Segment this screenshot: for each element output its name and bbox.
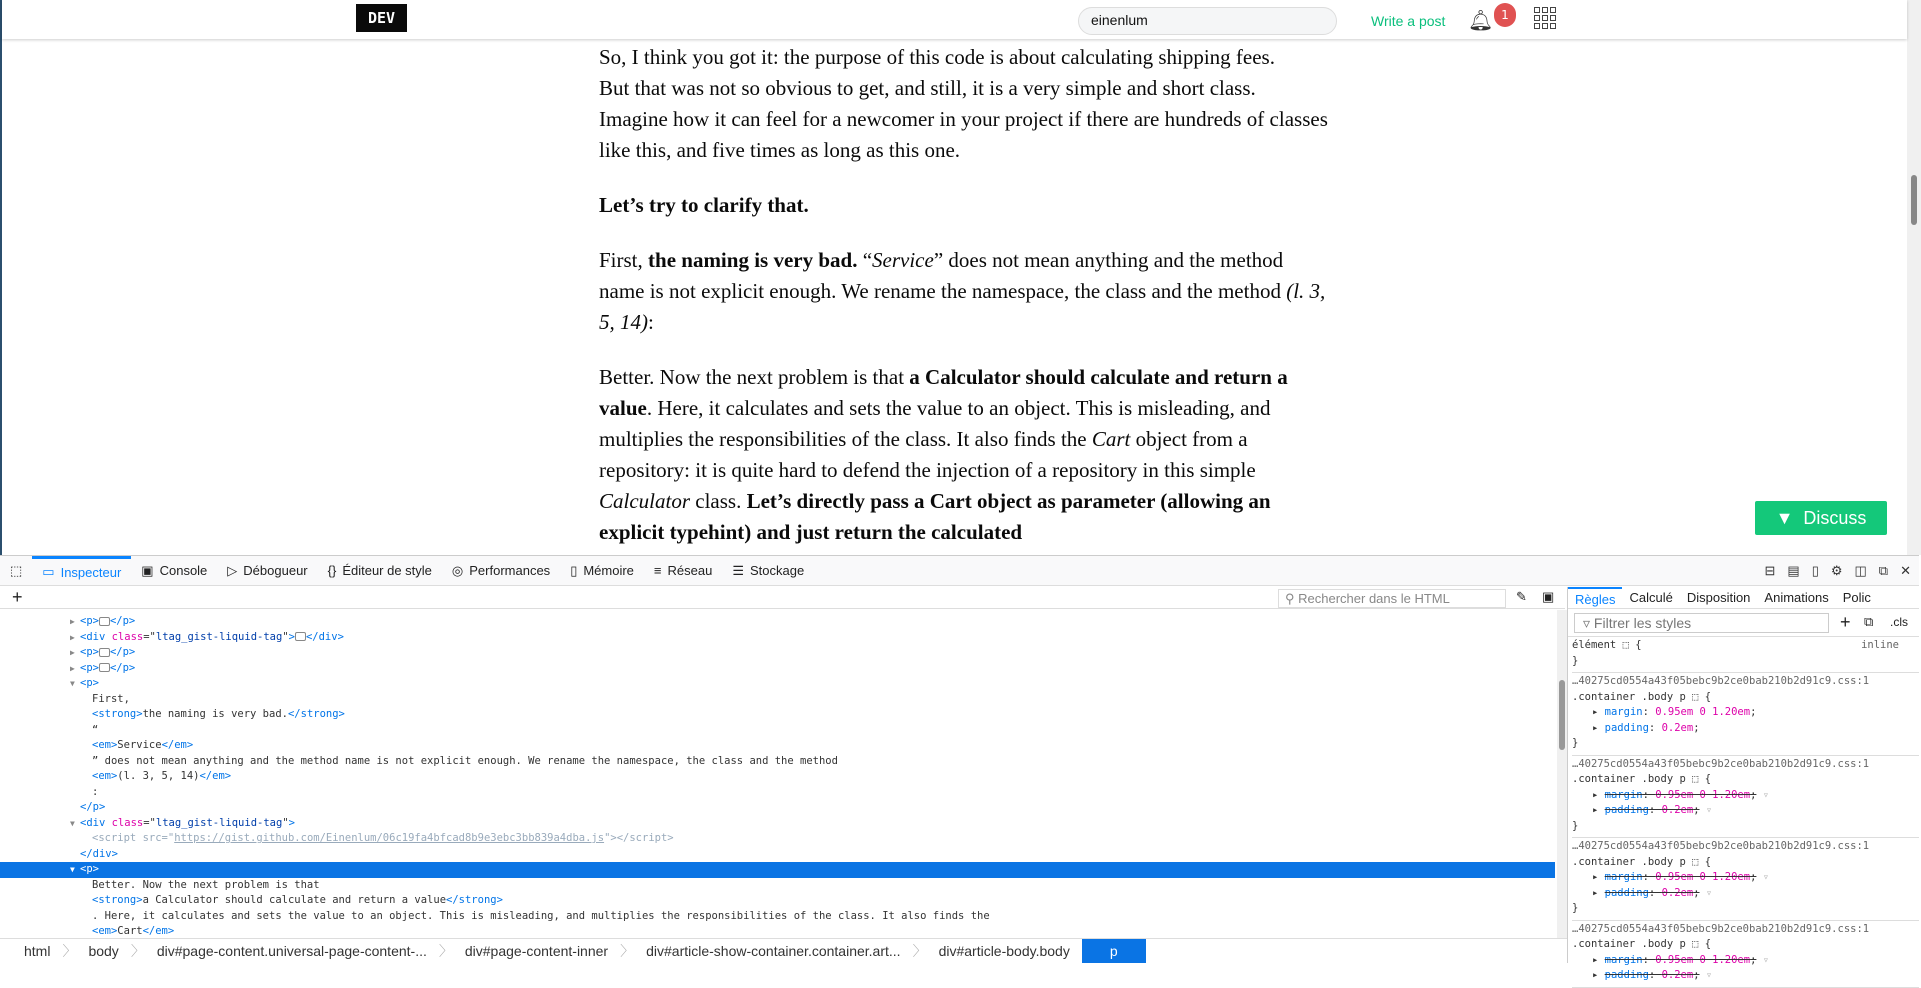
breadcrumb-item[interactable]: div#page-content.universal-page-content-... xyxy=(156,942,427,959)
css-rule-overridden: …40275cd0554a43f05bebc9b2ce0bab210b2d91c9.css:1 .container .body p ⬚ { ▸ margin: 0.95em 0 1.20em; ▿ ▸ padding: 0.2em; ▿ } xyxy=(1572,756,1919,839)
rules-list xyxy=(1568,637,1919,981)
text: First, xyxy=(599,248,649,272)
filter-icon[interactable]: ▿ xyxy=(1762,788,1770,801)
console-icon: ▣ xyxy=(141,562,154,578)
page-scrollbar[interactable] xyxy=(1907,0,1921,555)
site-header xyxy=(2,0,1907,39)
text: Service xyxy=(117,739,162,751)
placeholder: Rechercher dans le HTML xyxy=(1298,591,1450,606)
italic-text: Cart xyxy=(1091,427,1131,451)
storage-icon: ☰ xyxy=(732,562,744,578)
markup-view xyxy=(0,610,1555,939)
dock-icon[interactable]: ◫ xyxy=(1854,563,1867,578)
article-paragraph xyxy=(599,190,1329,221)
breadcrumb-item[interactable]: div#article-show-container.container.art... xyxy=(646,942,901,959)
tab-label: Éditeur de style xyxy=(342,563,432,578)
tab-rules[interactable]: Règles xyxy=(1568,587,1622,608)
selector[interactable]: .container .body p xyxy=(1572,773,1686,785)
sidebar-toggle-icon[interactable]: ▣ xyxy=(1542,589,1555,604)
braces-icon: {} xyxy=(327,563,337,578)
html-search-input[interactable]: ⚲ Rechercher dans le HTML xyxy=(1278,589,1506,608)
markup-node[interactable]: ▶ <p> </p> xyxy=(70,615,136,627)
split-console-icon[interactable]: ▤ xyxy=(1787,563,1800,578)
selector[interactable]: .container .body p xyxy=(1572,938,1686,950)
bold-text: Let’s try to clarify that. xyxy=(599,193,809,217)
text-node[interactable]: “ xyxy=(92,723,99,736)
filter-icon[interactable]: ▿ xyxy=(1705,886,1713,899)
script-link[interactable]: https://gist.github.com/Einenlum/06c19fa4bfcad8b9e3ebc3bb839a4dba.js xyxy=(174,832,605,844)
tab-performance[interactable] xyxy=(442,556,560,586)
discuss-label: Discuss xyxy=(1803,507,1867,528)
text: class. xyxy=(690,489,747,513)
article-paragraph xyxy=(599,362,1329,548)
rule-source-link[interactable]: …40275cd0554a43f05bebc9b2ce0bab210b2d91c9.css:1 xyxy=(1572,675,1870,687)
tab-debugger[interactable] xyxy=(217,556,317,586)
performance-icon: ◎ xyxy=(451,562,464,578)
bell-icon[interactable]: 🔔︎ xyxy=(1468,8,1494,32)
breadcrumb-item-selected[interactable]: p xyxy=(1082,939,1146,963)
add-rule-icon[interactable]: + xyxy=(1840,612,1851,632)
breadcrumb: html 〉 body 〉 div#page-content.universal-page-content-... 〉 div#page-content-inner 〉 div#article-show-container.container.art... 〉 div#article-body.body p xyxy=(0,938,1567,962)
text: Cart xyxy=(117,925,143,937)
add-node-icon[interactable]: + xyxy=(12,587,23,607)
attr-value: ltag_gist-liquid-tag xyxy=(155,816,283,829)
text: “ xyxy=(857,248,873,272)
bold-text: a Calculator should calculate and return a value xyxy=(599,365,1288,420)
search-input[interactable]: einenlum xyxy=(1078,7,1337,35)
markup-node[interactable]: <em>(l. 3, 5, 14)</em> xyxy=(92,770,232,782)
tab-network[interactable] xyxy=(644,556,722,586)
element-picker-icon[interactable]: ⬚ xyxy=(10,562,23,578)
text: (l. 3, 5, 14) xyxy=(117,770,200,782)
property-value[interactable]: 0.95em 0 1.20em xyxy=(1655,871,1751,883)
rule-source-link[interactable]: …40275cd0554a43f05bebc9b2ce0bab210b2d91c9.css:1 xyxy=(1572,840,1870,852)
text: . Here, it calculates and sets the value to an object. This is misleading, and multiplies the responsibilities of the class. It also finds the xyxy=(599,396,1271,451)
selector[interactable]: .container .body p xyxy=(1572,855,1686,868)
bold-text: the naming is very bad. xyxy=(648,248,858,272)
text: a Calculator should calculate and return a value xyxy=(142,894,447,906)
markup-toolbar xyxy=(0,587,1565,609)
settings-icon[interactable]: ⚙ xyxy=(1830,563,1843,578)
text: ” does not mean anything and the method name is not explicit enough. We rename the namespace, the class and the method xyxy=(599,248,1287,303)
breadcrumb-item[interactable]: html xyxy=(24,942,51,959)
property-value[interactable]: 0.95em 0 1.20em xyxy=(1655,953,1751,966)
write-post-link[interactable]: Write a post xyxy=(1371,13,1446,29)
filter-icon[interactable]: ▿ xyxy=(1705,804,1713,816)
text-node[interactable]: ” does not mean anything and the method name is not explicit enough. We rename the namespace, the class and the method xyxy=(92,754,838,767)
arrow-down-icon: ▼ xyxy=(1775,507,1794,528)
filter-icon[interactable]: ▿ xyxy=(1762,953,1770,966)
popout-icon[interactable]: ⧉ xyxy=(1878,563,1889,578)
markup-node[interactable]: <strong>a Calculator should calculate and return a value</strong> xyxy=(92,894,503,906)
italic-text: Service xyxy=(872,248,934,272)
article-paragraph: So, I think you got it: the purpose of this code is about calculating shipping fees. xyxy=(599,45,1275,69)
placeholder: Filtrer les styles xyxy=(1593,615,1692,631)
tab-console[interactable] xyxy=(131,556,217,586)
attr-value: ltag_gist-liquid-tag xyxy=(155,630,283,643)
tab-layout[interactable]: Disposition xyxy=(1686,590,1751,605)
close-icon[interactable]: ✕ xyxy=(1900,563,1911,578)
tab-label: Stockage xyxy=(749,563,805,578)
menu-grid-icon[interactable] xyxy=(1534,7,1556,29)
markup-node[interactable]: <script src="https://gist.github.com/Einenlum/06c19fa4bfcad8b9e3ebc3bb839a4dba.js"></script> xyxy=(92,832,674,844)
tab-label: Performances xyxy=(469,563,551,578)
text: : xyxy=(648,310,654,334)
tab-label: Inspecteur xyxy=(60,564,122,580)
rule-source-link[interactable]: …40275cd0554a43f05bebc9b2ce0bab210b2d91c9.css:1 xyxy=(1572,757,1870,770)
text-node[interactable]: . Here, it calculates and sets the value to an object. This is misleading, and multiplies the responsibilities of the class. It also finds the xyxy=(92,909,990,922)
discuss-button[interactable] xyxy=(1755,501,1887,535)
property-value[interactable]: 0.2em xyxy=(1661,886,1694,899)
filter-icon[interactable]: ▿ xyxy=(1705,969,1713,981)
property-value[interactable]: 0.95em 0 1.20em xyxy=(1655,706,1751,718)
markup-node[interactable]: ▶ <p> </p> xyxy=(70,661,136,674)
markup-node[interactable]: ▶ <p> </p> xyxy=(70,646,136,658)
article-body xyxy=(599,42,1329,572)
tab-label: Débogueur xyxy=(243,563,308,578)
breadcrumb-item[interactable]: div#page-content-inner xyxy=(464,942,609,959)
tab-memory[interactable] xyxy=(560,556,644,586)
inspector-icon: ▭ xyxy=(42,564,55,579)
tab-label: Console xyxy=(159,563,208,578)
css-rule: …40275cd0554a43f05bebc9b2ce0bab210b2d91c9.css:1 .container .body p ⬚ { ▸ margin: 0.95em 0 1.20em; ▸ padding: 0.2em; } xyxy=(1572,673,1919,756)
filter-styles-input[interactable]: ▿ Filtrer les styles xyxy=(1574,613,1829,633)
devtools-toolbar xyxy=(0,556,1919,586)
rule-source-link[interactable]: …40275cd0554a43f05bebc9b2ce0bab210b2d91c9.css:1 xyxy=(1572,922,1870,935)
tab-computed[interactable]: Calculé xyxy=(1629,590,1673,605)
selector: élément xyxy=(1572,639,1617,651)
responsive-icon[interactable]: ▯ xyxy=(1811,563,1819,578)
filter-icon[interactable]: ▿ xyxy=(1762,871,1770,883)
tab-inspector[interactable] xyxy=(32,556,131,586)
markup-node[interactable]: ▼ <div class="ltag_gist-liquid-tag"> xyxy=(70,816,295,829)
markup-node[interactable]: <strong>the naming is very bad.</strong> xyxy=(92,708,345,720)
breadcrumb-item[interactable]: div#article-body.body xyxy=(938,942,1070,959)
text: Better. Now the next problem is that xyxy=(599,365,910,389)
debugger-icon: ▷ xyxy=(227,562,238,578)
devtools-panel xyxy=(0,555,1919,981)
italic-text: Calculator xyxy=(599,489,691,513)
tab-animations[interactable]: Animations xyxy=(1764,590,1829,605)
text-node[interactable]: First, xyxy=(92,692,130,705)
property-value[interactable]: 0.2em xyxy=(1661,721,1694,734)
text: object from a repository: it is quite hard to defend the injection of a repository in this simple xyxy=(599,427,1256,482)
markup-node[interactable]: ▶ <div class="ltag_gist-liquid-tag"> </div> xyxy=(70,630,344,643)
text: the naming is very bad. xyxy=(142,708,288,720)
pseudo-class-icon[interactable]: ⧉ xyxy=(1864,614,1874,629)
markup-scrollbar[interactable] xyxy=(1557,610,1567,939)
markup-node[interactable]: </p> xyxy=(80,801,106,813)
property-value[interactable]: 0.2em xyxy=(1661,969,1694,981)
eyedropper-icon[interactable]: ✎ xyxy=(1516,589,1527,604)
inline-label: inline xyxy=(1861,639,1899,651)
tab-storage[interactable] xyxy=(722,556,814,586)
markup-node[interactable]: <em>Service</em> xyxy=(92,739,194,751)
tab-fonts[interactable]: Polic xyxy=(1842,590,1871,605)
markup-node[interactable]: </div> xyxy=(80,847,118,860)
article-paragraph: But that was not so obvious to get, and still, it is a very simple and short class. Imagine how it can feel for a newcomer in your project if there are hundreds of classes like this, and five times as long as this one. xyxy=(599,76,1328,162)
bold-text: Let’s directly pass a Cart object as parameter (allowing an explicit typehint) and just return the calculated xyxy=(599,489,1271,544)
selector[interactable]: .container .body p xyxy=(1572,690,1686,703)
markup-node[interactable]: <em>Cart</em> xyxy=(92,925,175,937)
breadcrumb-item[interactable]: body xyxy=(88,942,119,959)
tab-label: Mémoire xyxy=(583,563,634,578)
cls-button[interactable]: .cls xyxy=(1890,615,1908,629)
property-value[interactable]: 0.2em xyxy=(1661,804,1694,816)
tab-label: Réseau xyxy=(667,563,713,578)
tab-style-editor[interactable] xyxy=(318,556,442,586)
layout-icon[interactable]: ⊟ xyxy=(1764,563,1776,578)
css-rule-overridden: …40275cd0554a43f05bebc9b2ce0bab210b2d91c9.css:1 .container .body p ⬚ { ▸ margin: 0.95em 0 1.20em; ▿ ▸ padding: 0.2em; ▿ xyxy=(1572,921,1919,988)
element-rule: élément ⬚ { inline } xyxy=(1572,637,1919,673)
memory-icon: ▯ xyxy=(570,562,578,578)
article-paragraph xyxy=(599,245,1329,338)
property-value[interactable]: 0.95em 0 1.20em xyxy=(1655,788,1751,801)
text-node[interactable]: : xyxy=(92,785,99,798)
dev-logo[interactable]: DEV xyxy=(356,4,407,32)
css-rule-overridden: …40275cd0554a43f05bebc9b2ce0bab210b2d91c9.css:1 .container .body p ⬚ { ▸ margin: 0.95em 0 1.20em; ▿ ▸ padding: 0.2em; ▿ } xyxy=(1572,838,1919,921)
notification-badge[interactable]: 1 xyxy=(1494,3,1516,27)
selected-markup-node[interactable]: ▼ <p> xyxy=(0,862,1555,878)
markup-node[interactable]: ▼ <p> xyxy=(70,677,99,689)
rules-sidebar xyxy=(1567,587,1919,981)
italic-text: (l. 3, 5, 14) xyxy=(599,279,1326,334)
network-icon: ≡ xyxy=(653,563,662,578)
text-node[interactable]: Better. Now the next problem is that xyxy=(92,878,320,891)
